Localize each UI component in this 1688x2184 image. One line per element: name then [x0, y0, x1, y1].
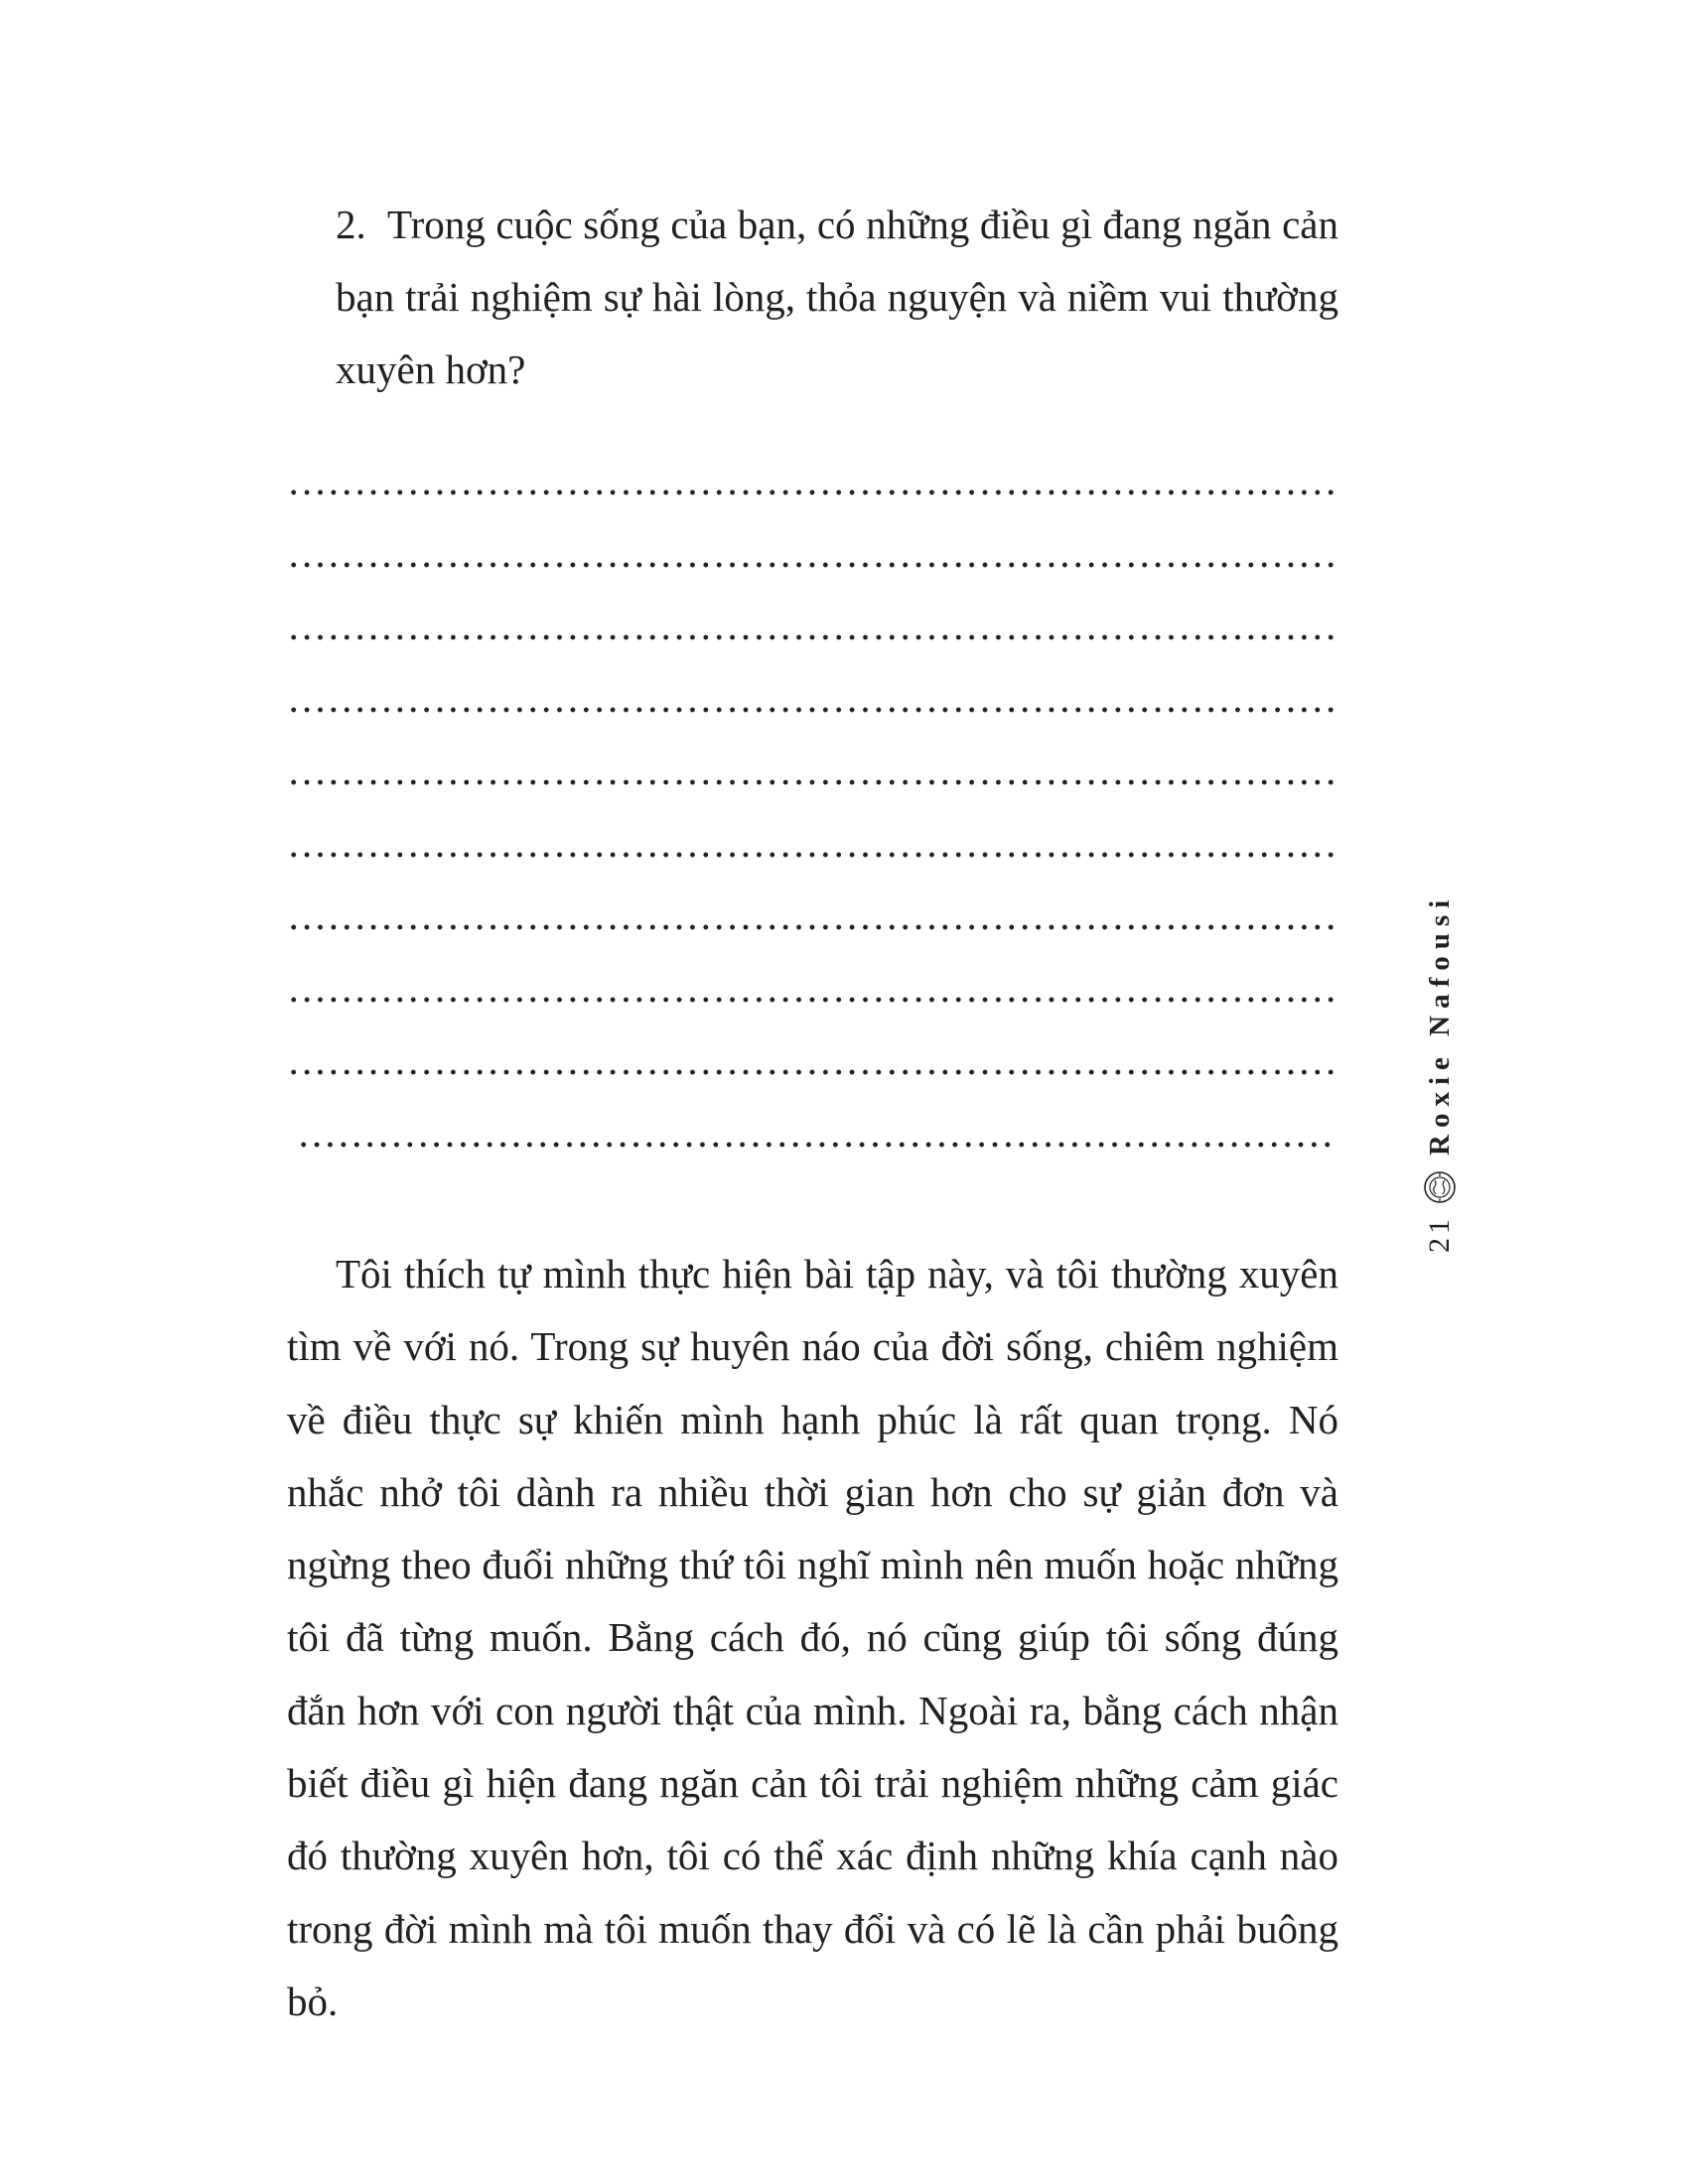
body-paragraph: Tôi thích tự mình thực hiện bài tập này, và tôi thường xuyên tìm về với nó. Trong sự huyên náo của đời sống, chiêm nghiệm về điều thực sự khiến mình hạnh phúc là rất quan trọng. Nó nhắc nhở tôi dành ra nhiều thời gian hơn cho sự giản đơn và ngừng theo đuổi những thứ tôi nghĩ mình nên muốn hoặc những tôi đã từng muốn. Bằng cách đó, nó cũng giúp tôi sống đúng đắn hơn với con người thật của mình. Ngoài ra, bằng cách nhận biết điều gì hiện đang ngăn cản tôi trải nghiệm những cảm giác đó thường xuyên hơn, tôi có thể xác định những khía cạnh nào trong đời mình mà tôi muốn thay đổi và có lẽ là cần phải buông bỏ.: [287, 1251, 1338, 2024]
answer-line[interactable]: [287, 860, 1337, 932]
page-number: 21: [1423, 1215, 1456, 1253]
answer-line[interactable]: [287, 787, 1337, 860]
answer-line[interactable]: [287, 497, 1337, 570]
answer-line[interactable]: [297, 1077, 1330, 1150]
answer-line[interactable]: [287, 1005, 1337, 1077]
question-number: 2.: [336, 202, 366, 247]
author-name: Roxie Nafousi: [1423, 892, 1456, 1156]
answer-lines[interactable]: [287, 425, 1337, 1150]
answer-line[interactable]: [287, 715, 1337, 787]
question-text: Trong cuộc sống của bạn, có những điều gì đang ngăn cản bạn trải nghiệm sự hài lòng, thỏa nguyện và niềm vui thường xuyên hơn?: [336, 202, 1338, 392]
globe-ornament-icon: [1422, 1169, 1458, 1205]
exercise-question: [336, 189, 1338, 406]
answer-line[interactable]: [287, 425, 1337, 497]
answer-line[interactable]: [287, 932, 1337, 1005]
answer-line[interactable]: [287, 570, 1337, 642]
answer-line[interactable]: [287, 642, 1337, 715]
running-head: [1422, 893, 1458, 1253]
